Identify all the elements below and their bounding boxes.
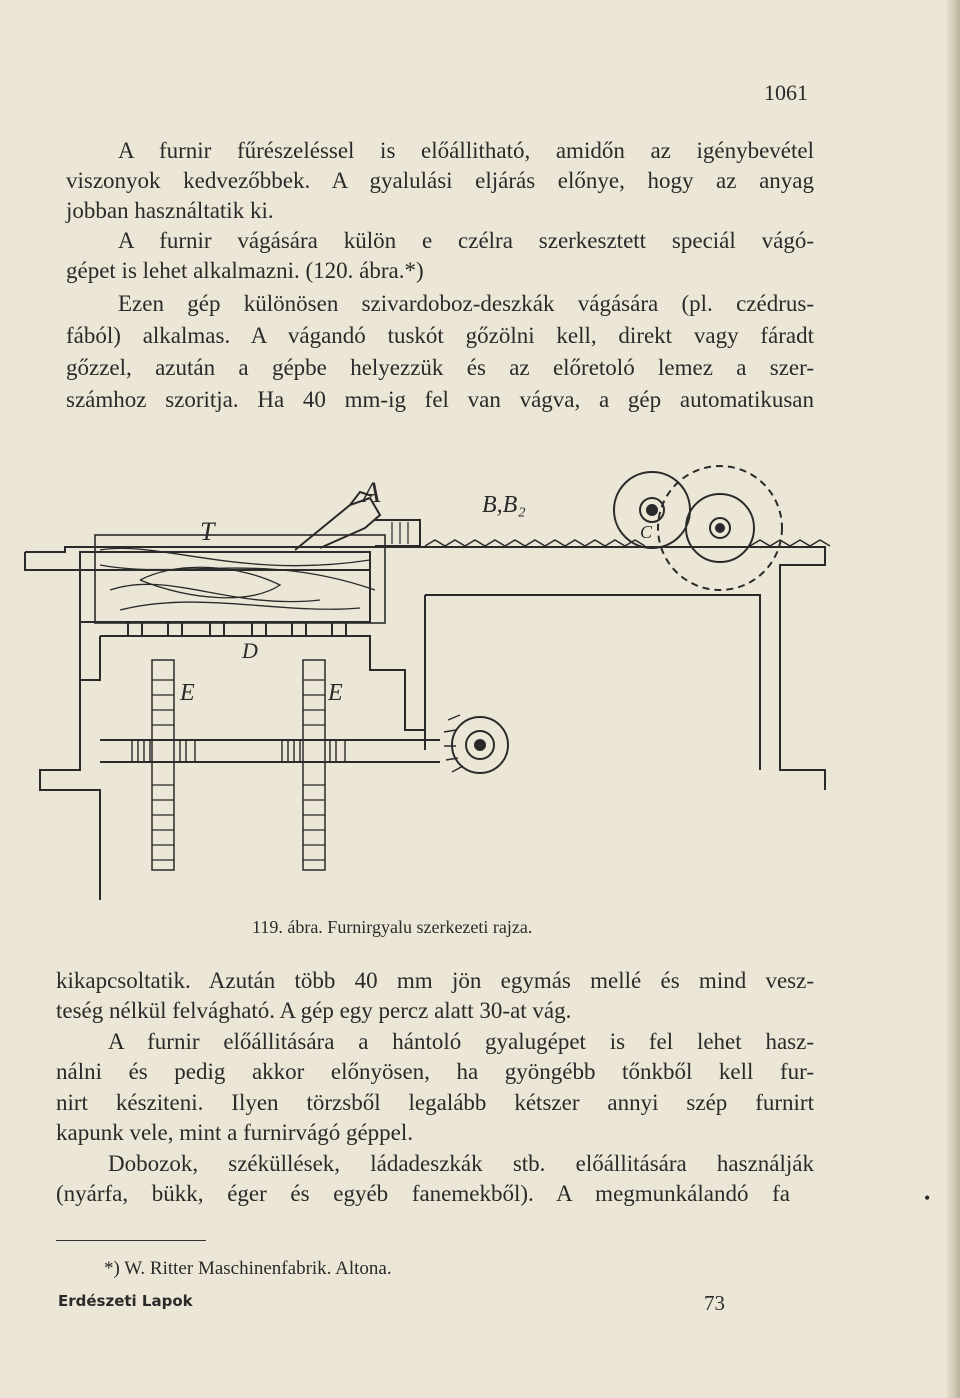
footnote: *) W. Ritter Maschinenfabrik. Altona.: [104, 1258, 392, 1279]
text-line: gépet is lehet alkalmazni. (120. ábra.*): [66, 258, 424, 283]
text-line: viszonyok kedvezőbbek. A gyalulási eljárás előnye, hogy az anyag: [66, 168, 814, 193]
label-E2: E: [328, 680, 343, 706]
text-line: kapunk vele, mint a furnirvágó géppel.: [56, 1120, 414, 1145]
page-number-top: 1061: [764, 80, 808, 105]
figure-caption: 119. ábra. Furnirgyalu szerkezeti rajza.: [252, 917, 533, 937]
page-edge: [946, 0, 960, 1398]
text-line: A furnir vágására külön e czélra szerkesztett speciál vágó-: [118, 228, 814, 253]
text-line: nálni és pedig akkor előnyösen, ha gyöngébb tőnkből kell fur-: [56, 1059, 814, 1084]
text-line: A furnir fűrészeléssel is előállitható, amidőn az igénybevétel: [118, 138, 814, 163]
text-line: fából) alkalmas. A vágandó tuskót gőzölni kell, direkt vagy fáradt: [66, 323, 814, 348]
margin-mark: •: [924, 1188, 931, 1208]
text-line: gőzzel, azután a gépbe helyezzük és az előretoló lemez a szer-: [66, 355, 814, 380]
text-line: teség nélkül felvágható. A gép egy percz alatt 30-at vág.: [56, 998, 572, 1023]
text-line: nirt késziteni. Ilyen törzsből legalább kétszer annyi szép furnirt: [56, 1090, 814, 1115]
label-D: D: [242, 638, 258, 663]
text-line: jobban használtatik ki.: [66, 198, 274, 223]
label-A: A: [362, 476, 381, 509]
text-line: A furnir előállitására a hántoló gyalugépet is fel lehet hasz-: [108, 1029, 814, 1054]
label-B: B,B₂: [482, 492, 526, 518]
page-number-bottom: 73: [704, 1291, 725, 1315]
footnote-rule: [56, 1240, 206, 1241]
label-E1: E: [180, 680, 195, 706]
text-line: számhoz szoritja. Ha 40 mm-ig fel van vágva, a gép automatikusan: [66, 387, 814, 412]
text-line: Dobozok, széküllések, ládadeszkák stb. előállitására használják: [108, 1151, 814, 1176]
text-line: kikapcsoltatik. Azután több 40 mm jön egymás mellé és mind vesz-: [56, 968, 814, 993]
text-line: (nyárfa, bükk, éger és egyéb fanemekből). A megmunkálandó fa: [56, 1181, 790, 1206]
machine-drawing: [20, 440, 840, 910]
label-C: C: [640, 522, 653, 542]
label-T: T: [200, 517, 215, 546]
journal-name: Erdészeti Lapok: [58, 1292, 193, 1310]
text-line: Ezen gép különösen szivardoboz-deszkák vágására (pl. czédrus-: [118, 291, 814, 316]
